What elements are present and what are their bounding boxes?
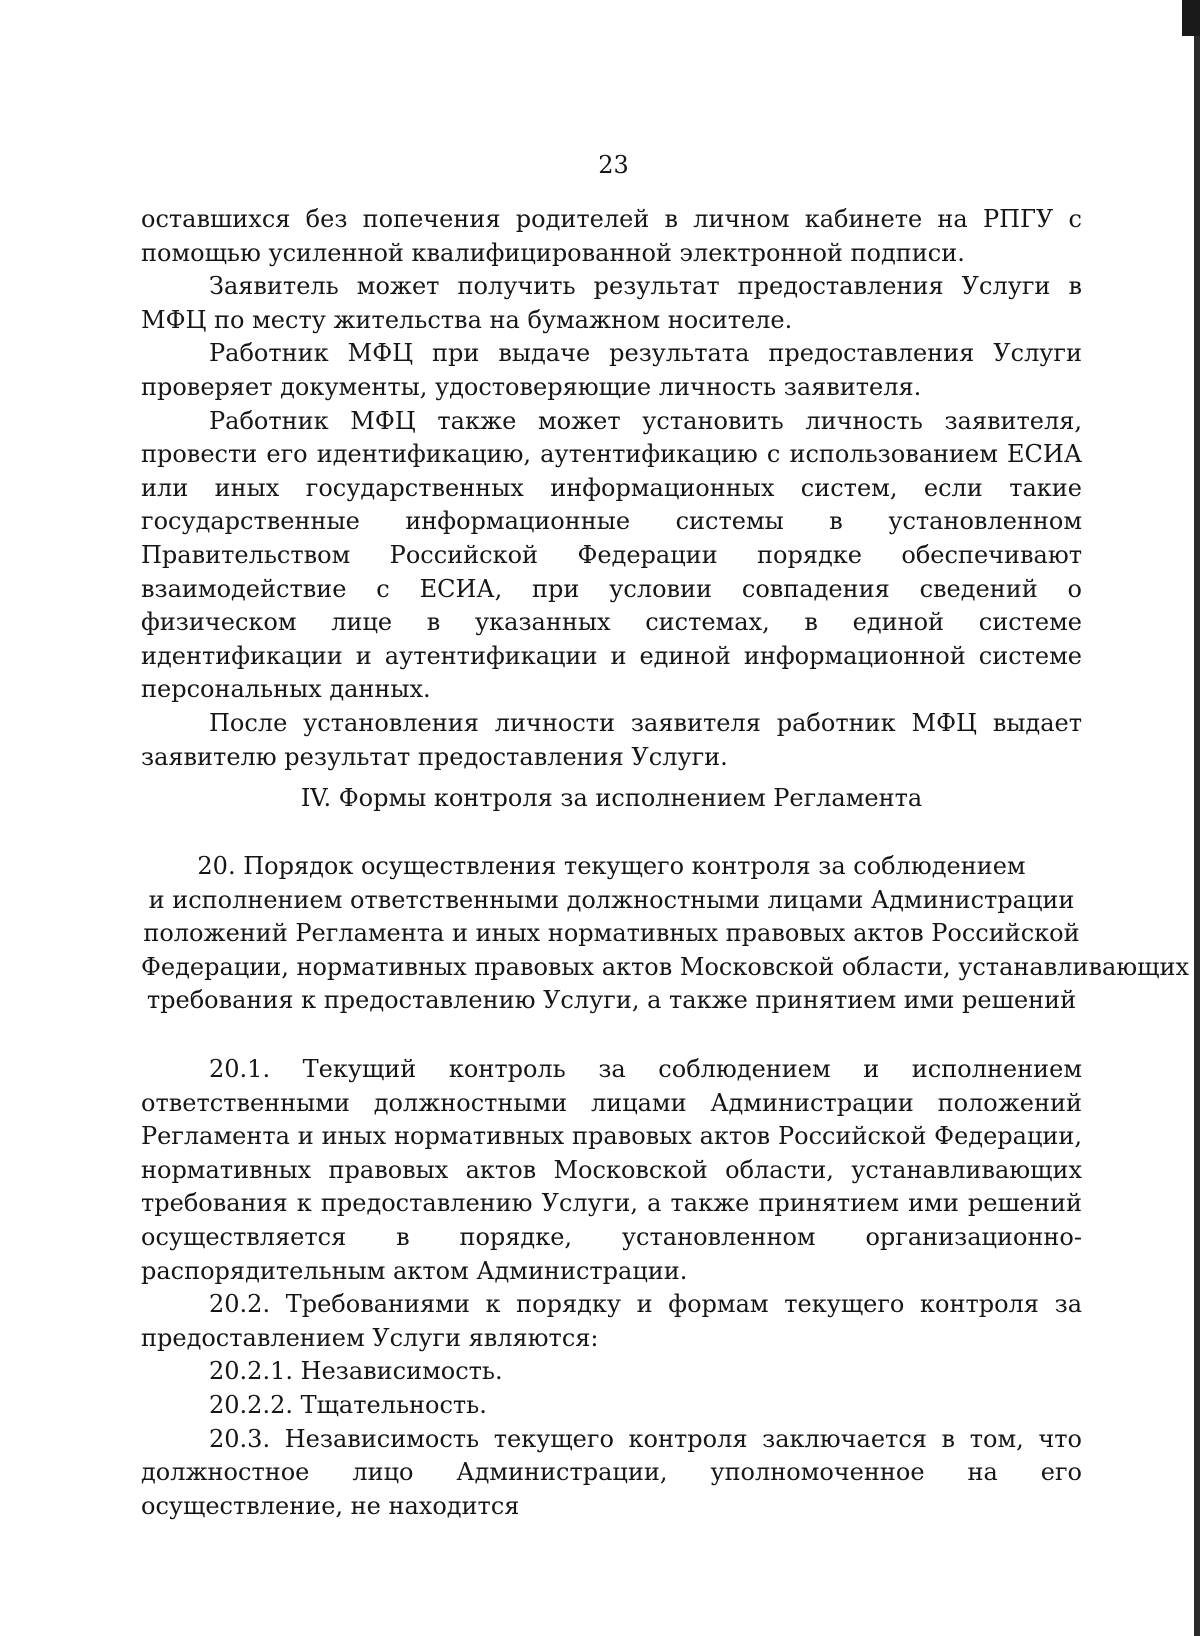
paragraph-identification: Работник МФЦ также может установить личность заявителя, провести его идентификацию, аутентификацию с использованием ЕСИА или иных государственных информационных систем, если такие государственные информационные системы в установленном Правительством Российской Федерации порядке обеспечивают взаимодействие с ЕСИА, при условии совпадения сведений о физическом лице в указанных системах, в единой системе идентификации и аутентификации и единой информационной системе персональных данных.	[141, 406, 1082, 704]
paragraph-20-3: 20.3. Независимость текущего контроля заключается в том, что должностное лицо Администрации, уполномоченное на его осуществление, не находится	[141, 1424, 1082, 1520]
body-text-top	[141, 203, 1082, 774]
paragraph-document-check: Работник МФЦ при выдаче результата предоставления Услуги проверяет документы, удостоверяющие личность заявителя.	[141, 339, 1082, 401]
paragraph-continuation: оставшихся без попечения родителей в личном кабинете на РПГУ с помощью усиленной квалифицированной электронной подписи.	[141, 205, 1082, 267]
paragraph-result-mfc: Заявитель может получить результат предоставления Услуги в МФЦ по месту жительства на бумажном носителе.	[141, 272, 1082, 334]
subsection-title-line: положений Регламента и иных нормативных правовых актов Российской	[143, 919, 1080, 948]
subsection-title-line: 20. Порядок осуществления текущего контроля за соблюдением	[197, 852, 1026, 880]
subsection-title-line: требования к предоставлению Услуги, а также принятием ими решений	[146, 986, 1077, 1015]
paragraph-20-2: 20.2. Требованиями к порядку и формам текущего контроля за предоставлением Услуги являются:	[141, 1290, 1082, 1352]
paragraph-20-2-2: 20.2.2. Тщательность.	[209, 1390, 487, 1419]
scan-corner-mark	[1182, 0, 1200, 36]
subsection-title	[141, 850, 1190, 1018]
paragraph-20-2-1: 20.2.1. Независимость.	[209, 1357, 503, 1386]
subsection-title-line: и исполнением ответственными должностными лицами Администрации	[148, 885, 1075, 914]
paragraph-result-issue: После установления личности заявителя работник МФЦ выдает заявителю результат предоставления Услуги.	[141, 708, 1082, 771]
paragraph-20-1: 20.1. Текущий контроль за соблюдением и исполнением ответственными должностными лицами Администрации положений Регламента и иных нормативных правовых актов Российской Федерации, нормативных правовых актов Московской области, устанавливающих требования к предоставлению Услуги, а также принятием ими решений осуществляется в порядке, установленном организационно-распорядительным актом Администрации.	[141, 1055, 1082, 1285]
body-text-bottom	[141, 1053, 1082, 1523]
section-title: IV. Формы контроля за исполнением Регламента	[300, 784, 923, 812]
page-number: 23	[598, 151, 629, 179]
scan-edge	[1194, 0, 1200, 1636]
subsection-title-line: Федерации, нормативных правовых актов Московской области, устанавливающих	[141, 952, 1190, 981]
